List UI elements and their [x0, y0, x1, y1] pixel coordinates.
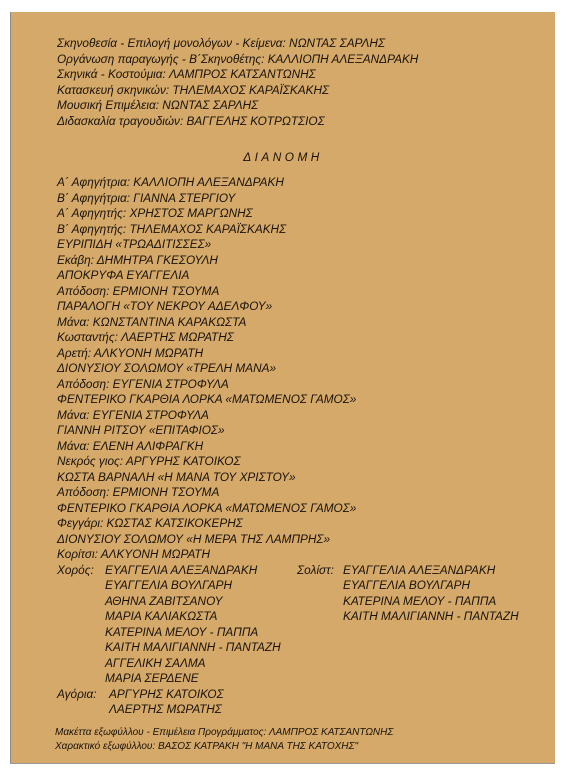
cast-line: Φεγγάρι: ΚΩΣΤΑΣ ΚΑΤΣΙΚΟΚΕΡΗΣ: [57, 516, 243, 530]
soloist-member: ΕΥΑΓΓΕΛΙΑ ΒΟΥΛΓΑΡΗ: [343, 578, 471, 592]
credit-line: Οργάνωση παραγωγής - Β΄Σκηνοθέτης: ΚΑΛΛΙΟΠΗ ΑΛΕΞΑΝΔΡΑΚΗ: [57, 51, 419, 66]
cast-line: Α΄ Αφηγητής: ΧΡΗΣΤΟΣ ΜΑΡΓΩΝΗΣ: [57, 206, 253, 220]
chorus-row: [57, 593, 497, 610]
cast-line: Κορίτσι: ΑΛΚΥΟΝΗ ΜΩΡΑΤΗ: [57, 547, 210, 561]
chorus-member: ΚΑΙΤΗ ΜΑΛΙΓΙΑΝΝΗ - ΠΑΝΤΑΖΗ: [105, 640, 281, 654]
cast-line: ΔΙΟΝΥΣΙΟΥ ΣΟΛΩΜΟΥ «ΤΡΕΛΗ ΜΑΝΑ»: [57, 361, 277, 375]
cast-line: ΦΕΝΤΕΡΙΚΟ ΓΚΑΡΘΙΑ ΛΟΡΚΑ «ΜΑΤΩΜΕΝΟΣ ΓΑΜΟΣ»: [57, 500, 357, 515]
chorus-row: [57, 656, 356, 672]
cast-title: ΔΙΑΝΟΜΗ: [243, 150, 323, 164]
cast-line: Απόδοση: ΕΥΓΕΝΙΑ ΣΤΡΟΦΥΛΑ: [57, 376, 229, 391]
cast-line: Α΄ Αφηγήτρια: ΚΑΛΛΙΟΠΗ ΑΛΕΞΑΝΔΡΑΚΗ: [57, 175, 284, 189]
cast-line: ΦΕΝΤΕΡΙΚΟ ΓΚΑΡΘΙΑ ΛΟΡΚΑ «ΜΑΤΩΜΕΝΟΣ ΓΑΜΟΣ»: [57, 392, 357, 406]
footer-line: Χαρακτικό εξωφύλλου: ΒΑΣΟΣ ΚΑΤΡΑΚΗ "Η ΜΑΝΑ ΤΗΣ ΚΑΤΟΧΗΣ": [55, 740, 359, 752]
chorus-member: ΑΘΗΝΑ ΖΑΒΙΤΣΑΝΟΥ: [105, 593, 223, 608]
cast-line: ΓΙΑΝΝΗ ΡΙΤΣΟΥ «ΕΠΙΤΑΦΙΟΣ»: [57, 423, 225, 437]
cast-line: Μάνα: ΚΩΝΣΤΑΝΤΙΝΑ ΚΑΡΑΚΩΣΤΑ: [57, 314, 247, 329]
cast-line: Απόδοση: ΕΡΜΙΟΝΗ ΤΣΟΥΜΑ: [57, 485, 220, 499]
credit-line: Σκηνικά - Κοστούμια: ΛΑΜΠΡΟΣ ΚΑΤΣΑΝΤΩΝΗΣ: [57, 67, 316, 81]
credit-line: Κατασκευή σκηνικών: ΤΗΛΕΜΑΧΟΣ ΚΑΡΑΪΣΚΑΚΗΣ: [57, 82, 330, 97]
credit-line: Σκηνοθεσία - Επιλογή μονολόγων - Κείμενα: ΝΩΝΤΑΣ ΣΑΡΛΗΣ: [57, 36, 386, 50]
cast-line: Μάνα: ΕΛΕΝΗ ΑΛΙΦΡΑΓΚΗ: [57, 438, 204, 453]
chorus-label: Χορός:: [57, 562, 94, 577]
program-page: [10, 12, 555, 764]
chorus-member: ΜΑΡΙΑ ΣΕΡΔΕΝΕ: [105, 671, 199, 685]
chorus-member: ΜΑΡΙΑ ΚΑΛΙΑΚΩΣΤΑ: [105, 609, 218, 623]
boys-member: ΛΑΕΡΤΗΣ ΜΩΡΑΤΗΣ: [109, 702, 222, 716]
chorus-member: ΚΑΤΕΡΙΝΑ ΜΕΛΟΥ - ΠΑΠΠΑ: [105, 624, 259, 639]
chorus-member: ΕΥΑΓΓΕΛΙΑ ΑΛΕΞΑΝΔΡΑΚΗ: [105, 562, 258, 577]
chorus-row: [57, 625, 356, 641]
chorus-row: [57, 609, 519, 625]
chorus-row: [57, 671, 356, 687]
boys-row: [57, 687, 356, 703]
program-text: [11, 12, 555, 763]
boys-label: Αγόρια:: [57, 686, 97, 701]
footer-credits: [55, 726, 393, 753]
chorus-row: [57, 640, 356, 656]
credit-line: Διδασκαλία τραγουδιών: ΒΑΓΓΕΛΗΣ ΚΟΤΡΩΤΣΙΟΣ: [57, 113, 325, 128]
credit-line: Μουσική Επιμέλεια: ΝΩΝΤΑΣ ΣΑΡΛΗΣ: [57, 98, 259, 112]
soloist-member: ΚΑΙΤΗ ΜΑΛΙΓΙΑΝΝΗ - ΠΑΝΤΑΖΗ: [343, 609, 519, 623]
cast-line: Νεκρός γιος: ΑΡΓΥΡΗΣ ΚΑΤΟΙΚΟΣ: [57, 454, 241, 468]
cast-line: Αρετή: ΑΛΚΥΟΝΗ ΜΩΡΑΤΗ: [57, 345, 204, 360]
footer-line: Μακέττα εξωφύλλου - Επιμέλεια Προγράμματος: ΛΑΜΠΡΟΣ ΚΑΤΣΑΝΤΩΝΗΣ: [55, 727, 394, 738]
cast-list: [57, 175, 519, 718]
soloist-member: ΚΑΤΕΡΙΝΑ ΜΕΛΟΥ - ΠΑΠΠΑ: [343, 593, 497, 608]
soloist-member: ΕΥΑΓΓΕΛΙΑ ΑΛΕΞΑΝΔΡΑΚΗ: [343, 562, 496, 577]
chorus-row: [57, 562, 496, 579]
cast-line: Β΄ Αφηγητής: ΤΗΛΕΜΑΧΟΣ ΚΑΡΑΪΣΚΑΚΗΣ: [57, 221, 287, 236]
chorus-row: [57, 578, 471, 594]
boys-member: ΑΡΓΥΡΗΣ ΚΑΤΟΙΚΟΣ: [109, 686, 224, 701]
cast-line: ΑΠΟΚΡΥΦΑ ΕΥΑΓΓΕΛΙΑ: [57, 268, 190, 282]
cast-line: Β΄ Αφηγήτρια: ΓΙΑΝΝΑ ΣΤΕΡΓΙΟΥ: [57, 190, 236, 205]
cast-line: ΠΑΡΑΛΟΓΗ «ΤΟΥ ΝΕΚΡΟΥ ΑΔΕΛΦΟΥ»: [57, 299, 273, 313]
chorus-member: ΑΓΓΕΛΙΚΗ ΣΑΛΜΑ: [105, 655, 206, 670]
cast-line: ΕΥΡΙΠΙΔΗ «ΤΡΩΑΔΙΤΙΣΣΕΣ»: [57, 237, 212, 251]
cast-line: Εκάβη: ΔΗΜΗΤΡΑ ΓΚΕΣΟΥΛΗ: [57, 252, 218, 267]
cast-line: Μάνα: ΕΥΓΕΝΙΑ ΣΤΡΟΦΥΛΑ: [57, 407, 209, 422]
cast-line: ΚΩΣΤΑ ΒΑΡΝΑΛΗ «Η ΜΑΝΑ ΤΟΥ ΧΡΙΣΤΟΥ»: [57, 469, 296, 484]
credits-block: [57, 36, 418, 129]
cast-line: Απόδοση: ΕΡΜΙΟΝΗ ΤΣΟΥΜΑ: [57, 283, 220, 298]
soloists-label: Σολίστ:: [297, 562, 334, 577]
chorus-member: ΕΥΑΓΓΕΛΙΑ ΒΟΥΛΓΑΡΗ: [105, 578, 233, 592]
cast-line: ΔΙΟΝΥΣΙΟΥ ΣΟΛΩΜΟΥ «Η ΜΕΡΑ ΤΗΣ ΛΑΜΠΡΗΣ»: [57, 531, 331, 546]
boys-row: [57, 702, 356, 718]
cast-line: Κωσταντής: ΛΑΕΡΤΗΣ ΜΩΡΑΤΗΣ: [57, 330, 234, 344]
